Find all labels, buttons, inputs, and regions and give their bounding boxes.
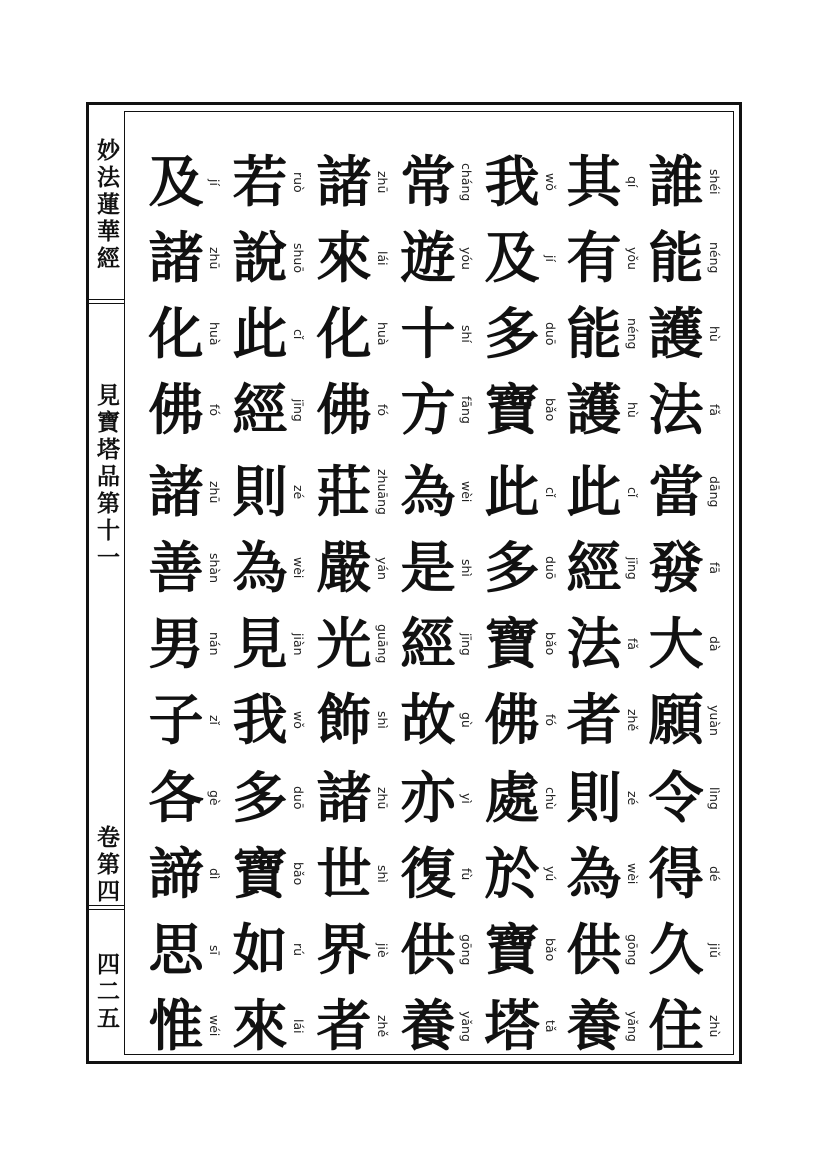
pinyin: wǒ — [543, 173, 558, 191]
hanzi: 寶 — [484, 377, 540, 442]
verse-character — [648, 840, 722, 908]
pinyin: yóu — [459, 246, 474, 270]
hanzi: 佛 — [484, 687, 540, 752]
hanzi: 諸 — [316, 149, 372, 214]
hanzi: 經 — [400, 611, 456, 676]
pinyin: yǎng — [459, 1010, 474, 1042]
pinyin: yán — [375, 556, 390, 580]
pinyin: duō — [291, 786, 306, 810]
hanzi: 此 — [484, 459, 540, 524]
verse-character — [148, 764, 222, 832]
pinyin: zhū — [207, 246, 222, 270]
verse-character — [484, 376, 558, 444]
pinyin: fù — [459, 867, 474, 881]
hanzi: 此 — [566, 459, 622, 524]
hanzi: 常 — [400, 149, 456, 214]
verse-character — [566, 686, 640, 754]
hanzi: 思 — [148, 917, 204, 982]
pinyin: néng — [707, 242, 722, 274]
pinyin: fǎ — [707, 403, 722, 417]
verse-character — [148, 916, 222, 984]
pinyin: jiǔ — [707, 942, 722, 958]
verse-character — [316, 916, 390, 984]
hanzi: 界 — [316, 917, 372, 982]
verse-character — [232, 992, 306, 1060]
hanzi: 為 — [232, 535, 288, 600]
hanzi: 大 — [648, 611, 704, 676]
verse-character — [148, 992, 222, 1060]
hanzi: 來 — [232, 993, 288, 1058]
hanzi: 光 — [316, 611, 372, 676]
hanzi: 養 — [566, 993, 622, 1058]
hanzi: 說 — [232, 225, 288, 290]
verse-character — [648, 992, 722, 1060]
hanzi: 善 — [148, 535, 204, 600]
verse-character — [316, 992, 390, 1060]
verse-character — [400, 376, 474, 444]
verse-character — [316, 764, 390, 832]
hanzi: 者 — [566, 687, 622, 752]
verse-character — [648, 610, 722, 678]
hanzi: 則 — [566, 765, 622, 830]
hanzi: 能 — [566, 301, 622, 366]
verse-character — [484, 224, 558, 292]
verse-character — [316, 534, 390, 602]
hanzi: 法 — [648, 377, 704, 442]
verse-character — [484, 458, 558, 526]
hanzi: 其 — [566, 149, 622, 214]
hanzi: 經 — [232, 377, 288, 442]
verse-character — [484, 686, 558, 754]
hanzi: 於 — [484, 841, 540, 906]
pinyin: wèi — [459, 481, 474, 503]
hanzi: 及 — [148, 149, 204, 214]
hanzi: 久 — [648, 917, 704, 982]
hanzi: 供 — [400, 917, 456, 982]
hanzi: 佛 — [316, 377, 372, 442]
pinyin: yǒu — [625, 246, 640, 270]
hanzi: 嚴 — [316, 535, 372, 600]
verse-character — [232, 764, 306, 832]
pinyin: lái — [291, 1018, 306, 1034]
pinyin: wéi — [207, 1015, 222, 1037]
hanzi: 有 — [566, 225, 622, 290]
pinyin: yǎng — [625, 1010, 640, 1042]
pinyin: zé — [625, 790, 640, 806]
hanzi: 佛 — [148, 377, 204, 442]
pinyin: gè — [207, 790, 222, 806]
verse-character — [484, 764, 558, 832]
hanzi: 多 — [484, 535, 540, 600]
verse-character — [316, 376, 390, 444]
hanzi: 此 — [232, 301, 288, 366]
verse-character — [484, 300, 558, 368]
hanzi: 故 — [400, 687, 456, 752]
hanzi: 諸 — [148, 225, 204, 290]
hanzi: 我 — [484, 149, 540, 214]
pinyin: jīng — [291, 398, 306, 422]
verse-character — [566, 916, 640, 984]
pinyin: zhě — [625, 708, 640, 732]
verse-character — [484, 534, 558, 602]
pinyin: néng — [625, 318, 640, 350]
volume-label: 卷第四 — [93, 824, 120, 906]
verse-character — [316, 300, 390, 368]
verse-character — [648, 458, 722, 526]
verse-character — [148, 534, 222, 602]
pinyin: zǐ — [207, 714, 222, 726]
pinyin: cháng — [459, 162, 474, 202]
pinyin: zhū — [207, 480, 222, 504]
verse-character — [316, 840, 390, 908]
hanzi: 男 — [148, 611, 204, 676]
pinyin: cǐ — [625, 486, 640, 498]
verse-character — [400, 300, 474, 368]
hanzi: 惟 — [148, 993, 204, 1058]
verse-character — [232, 224, 306, 292]
hanzi: 供 — [566, 917, 622, 982]
verse-character — [484, 916, 558, 984]
hanzi: 誰 — [648, 149, 704, 214]
hanzi: 子 — [148, 687, 204, 752]
hanzi: 復 — [400, 841, 456, 906]
verse-character — [648, 224, 722, 292]
verse-character — [148, 300, 222, 368]
pinyin: shì — [375, 711, 390, 729]
verse-character — [400, 764, 474, 832]
hanzi: 為 — [400, 459, 456, 524]
hanzi: 諸 — [316, 765, 372, 830]
hanzi: 經 — [566, 535, 622, 600]
pinyin: rú — [291, 943, 306, 957]
hanzi: 多 — [232, 765, 288, 830]
hanzi: 者 — [316, 993, 372, 1058]
hanzi: 願 — [648, 687, 704, 752]
hanzi: 寶 — [484, 611, 540, 676]
verse-character — [232, 686, 306, 754]
hanzi: 寶 — [484, 917, 540, 982]
hanzi: 諦 — [148, 841, 204, 906]
verse-character — [400, 148, 474, 216]
pinyin: gōng — [459, 934, 474, 966]
hanzi: 護 — [648, 301, 704, 366]
verse-character — [566, 992, 640, 1060]
pinyin: fā — [707, 561, 722, 575]
hanzi: 多 — [484, 301, 540, 366]
verse-character — [400, 534, 474, 602]
verse-character — [400, 992, 474, 1060]
pinyin: jí — [207, 178, 222, 186]
hanzi: 化 — [316, 301, 372, 366]
hanzi: 發 — [648, 535, 704, 600]
pinyin: duō — [543, 322, 558, 346]
verse-character — [148, 840, 222, 908]
pinyin: huà — [207, 322, 222, 346]
hanzi: 如 — [232, 917, 288, 982]
verse-character — [566, 534, 640, 602]
pinyin: fó — [543, 713, 558, 727]
hanzi: 諸 — [148, 459, 204, 524]
hanzi: 處 — [484, 765, 540, 830]
hanzi: 我 — [232, 687, 288, 752]
pinyin: sī — [207, 945, 222, 955]
pinyin: yì — [459, 792, 474, 804]
pinyin: wèi — [625, 863, 640, 885]
verse-character — [148, 610, 222, 678]
verse-character — [484, 992, 558, 1060]
pinyin: fǎ — [625, 637, 640, 651]
verse-character — [400, 224, 474, 292]
hanzi: 十 — [400, 301, 456, 366]
verse-character — [648, 764, 722, 832]
hanzi: 令 — [648, 765, 704, 830]
hanzi: 則 — [232, 459, 288, 524]
hanzi: 飾 — [316, 687, 372, 752]
verse-character — [232, 840, 306, 908]
pinyin: hù — [707, 326, 722, 342]
hanzi: 塔 — [484, 993, 540, 1058]
pinyin: fó — [375, 403, 390, 417]
verse-character — [566, 376, 640, 444]
pinyin: wǒ — [291, 711, 306, 729]
hanzi: 養 — [400, 993, 456, 1058]
hanzi: 護 — [566, 377, 622, 442]
chapter-title: 見寶塔品第十一 — [93, 382, 120, 572]
verse-character — [148, 376, 222, 444]
verse-character — [316, 224, 390, 292]
pinyin: fó — [207, 403, 222, 417]
hanzi: 亦 — [400, 765, 456, 830]
pinyin: chù — [543, 786, 558, 810]
pinyin: ruò — [291, 171, 306, 193]
verse-character — [648, 148, 722, 216]
pinyin: zhū — [375, 786, 390, 810]
pinyin: shàn — [207, 552, 222, 584]
pinyin: bǎo — [543, 632, 558, 656]
pinyin: dà — [707, 636, 722, 652]
hanzi: 是 — [400, 535, 456, 600]
verse-character — [400, 840, 474, 908]
verse-character — [316, 686, 390, 754]
pinyin: lìng — [707, 786, 722, 810]
book-title: 妙法蓮華經 — [93, 137, 120, 273]
verse-character — [566, 458, 640, 526]
verse-character — [232, 916, 306, 984]
pinyin: zhù — [707, 1014, 722, 1038]
pinyin: dé — [707, 866, 722, 882]
pinyin: bǎo — [291, 862, 306, 886]
pinyin: lái — [375, 250, 390, 266]
verse-character — [566, 224, 640, 292]
pinyin: huà — [375, 322, 390, 346]
verse-character — [648, 300, 722, 368]
hanzi: 為 — [566, 841, 622, 906]
verse-character — [232, 458, 306, 526]
pinyin: shuō — [291, 242, 306, 273]
pinyin: qí — [625, 176, 640, 188]
hanzi: 當 — [648, 459, 704, 524]
verse-character — [232, 376, 306, 444]
hanzi: 方 — [400, 377, 456, 442]
hanzi: 見 — [232, 611, 288, 676]
verse-character — [148, 224, 222, 292]
pinyin: guāng — [375, 624, 390, 664]
pinyin: zhě — [375, 1014, 390, 1038]
verse-character — [232, 610, 306, 678]
pinyin: shí — [459, 325, 474, 343]
pinyin: zhū — [375, 170, 390, 194]
verse-character — [400, 610, 474, 678]
verse-character — [316, 148, 390, 216]
hanzi: 化 — [148, 301, 204, 366]
pinyin: duō — [543, 556, 558, 580]
pinyin: dì — [207, 868, 222, 880]
verse-character — [566, 610, 640, 678]
hanzi: 住 — [648, 993, 704, 1058]
pinyin: bǎo — [543, 398, 558, 422]
verse-character — [232, 148, 306, 216]
pinyin: jiè — [375, 942, 390, 958]
verse-character — [400, 686, 474, 754]
pinyin: bǎo — [543, 938, 558, 962]
pinyin: yú — [543, 866, 558, 882]
verse-character — [648, 686, 722, 754]
pinyin: nán — [207, 632, 222, 656]
pinyin: zé — [291, 484, 306, 500]
verse-character — [566, 300, 640, 368]
verse-character — [484, 148, 558, 216]
page-number: 四二五 — [93, 951, 120, 1033]
verse-character — [484, 840, 558, 908]
hanzi: 法 — [566, 611, 622, 676]
hanzi: 寶 — [232, 841, 288, 906]
side-margin — [89, 105, 124, 1061]
margin-divider — [89, 299, 124, 304]
verse-character — [316, 610, 390, 678]
verse-character — [566, 148, 640, 216]
pinyin: shéi — [707, 169, 722, 195]
margin-divider — [89, 905, 124, 910]
pinyin: cǐ — [291, 328, 306, 340]
verse-character — [484, 610, 558, 678]
hanzi: 莊 — [316, 459, 372, 524]
pinyin: cǐ — [543, 486, 558, 498]
pinyin: yuàn — [707, 704, 722, 736]
pinyin: jí — [543, 254, 558, 262]
verse-character — [148, 148, 222, 216]
verse-character — [648, 376, 722, 444]
verse-character — [232, 534, 306, 602]
pinyin: shì — [459, 559, 474, 577]
pinyin: zhuāng — [375, 469, 390, 515]
pinyin: gù — [459, 712, 474, 728]
pinyin: jīng — [625, 556, 640, 580]
hanzi: 能 — [648, 225, 704, 290]
hanzi: 遊 — [400, 225, 456, 290]
verse-character — [148, 458, 222, 526]
verse-character — [148, 686, 222, 754]
hanzi: 得 — [648, 841, 704, 906]
hanzi: 及 — [484, 225, 540, 290]
pinyin: tǎ — [543, 1019, 558, 1033]
pinyin: wèi — [291, 557, 306, 579]
hanzi: 若 — [232, 149, 288, 214]
verse-character — [566, 764, 640, 832]
hanzi: 各 — [148, 765, 204, 830]
hanzi: 來 — [316, 225, 372, 290]
verse-character — [566, 840, 640, 908]
hanzi: 世 — [316, 841, 372, 906]
pinyin: shì — [375, 865, 390, 883]
verse-character — [232, 300, 306, 368]
pinyin: jīng — [459, 632, 474, 656]
verse-character — [648, 534, 722, 602]
verse-character — [400, 916, 474, 984]
verse-character — [316, 458, 390, 526]
pinyin: hù — [625, 402, 640, 418]
pinyin: dāng — [707, 476, 722, 508]
pinyin: gōng — [625, 934, 640, 966]
verse-character — [648, 916, 722, 984]
verse-character — [400, 458, 474, 526]
pinyin: fāng — [459, 396, 474, 424]
pinyin: jiàn — [291, 632, 306, 656]
